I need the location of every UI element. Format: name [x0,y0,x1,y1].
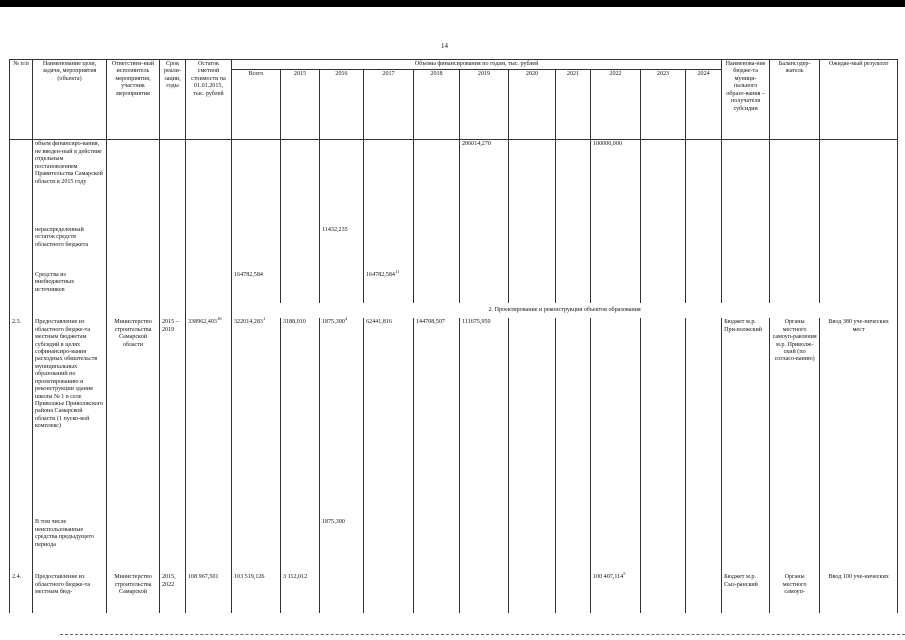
cell-total: 103 519,126 [232,573,281,613]
cell-2019: 206014,270 [460,140,509,226]
header-year: 2020 [509,70,556,140]
footnote-mark: 11 [394,268,400,274]
row-name: Предоставление из областного бюдже-та местным бюджетам субсидий в целях софинансиро-вания расходных обязательств муниципальных образований по проектированию и реконструкции здания школы № 1 в селе Приволжье Приволжского района Самарской области (1 пуско-вой комплекс) [33,318,107,518]
header-year: 2019 [460,70,509,140]
cell-2022: 100000,000 [591,140,641,226]
table-row [10,318,898,518]
header-year: 2021 [556,70,591,140]
header-name: Наименование цели, задачи, мероприятия (объекта) [33,60,107,140]
header-result: Ожидае-мый результат [820,60,898,140]
cell-total [232,318,281,518]
row-number: 2.3. [10,318,33,518]
cell-rest-value: 338962,403 [188,319,217,326]
row-result: Ввод 380 уче-нических мест [820,318,898,518]
cell-2019: 111675,950 [460,318,509,518]
cell-2016 [320,318,364,518]
table-row [10,573,898,613]
page-number: 14 [441,42,448,50]
header-year: 2023 [641,70,686,140]
cell-2022 [591,573,641,613]
page-bottom-rule [60,634,905,635]
cell-rest: 108 967,501 [186,573,232,613]
cell-2022-value: 100 407,114 [593,574,624,581]
row-name: объем финансиро-вания, не введен-ный в действие отдельным постановлением Правительства Самарской области в 2015 году [33,140,107,226]
row-name: Средства из внебюджетных источников [33,271,107,303]
header-year: 2017 [364,70,414,140]
cell-2016: 1875,300 [320,518,364,573]
row-holder: Органы местного самоуп- [770,573,820,613]
row-recipient: Бюджет м.р. При-волжский [722,318,770,518]
row-term: 2015, 2022 [160,573,186,613]
header-term: Срок реали-зации, годы [160,60,186,140]
table-row [10,518,898,573]
footnote-mark: 16 [216,316,222,322]
footnote-mark: 1 [262,316,266,322]
cell-2017: 62441,816 [364,318,414,518]
row-name: В том числе неиспользованные средства предыдущего периода [33,518,107,573]
header-year: 2015 [281,70,320,140]
header-total: Всего [232,70,281,140]
top-border [0,0,905,7]
footnote-mark: 5 [623,571,626,577]
row-executor: Министерство строительства Самарской [107,573,160,613]
cell-total: 164782,584 [232,271,281,303]
cell-2016-value: 1875,300 [322,319,345,326]
header-year: 2024 [686,70,722,140]
header-year: 2018 [414,70,460,140]
row-name: нераспределенный остаток средств областного бюджета [33,226,107,271]
header-year: 2022 [591,70,641,140]
row-result: Ввод 100 уче-нических [820,573,898,613]
header-holder: Балансодер-жатель [770,60,820,140]
section-title: 2. Проектирование и реконструкция объектов образования [232,303,898,318]
row-term: 2015 – 2019 [160,318,186,518]
row-holder: Органы местного самоуп-равления м.р. Приволж-ский (по согласо-ванию) [770,318,820,518]
row-name: Предоставление из областного бюдже-та местным бюд- [33,573,107,613]
footnote-mark: 4 [344,316,348,322]
header-rest: Остаток сметной стоимости на 01.01.2015, тыс. рублей [186,60,232,140]
cell-total-value: 322014,283 [234,319,263,326]
cell-2015: 3188,010 [281,318,320,518]
cell-2017-value: 164782,584 [366,271,395,278]
cell-2017 [364,268,414,303]
header-recipient: Наименова-ние бюдже-та муници-пального образо-вания – получателя субсидии [722,60,770,140]
table-row [10,140,898,226]
table-row [10,271,898,303]
row-number: 2.4. [10,573,33,613]
cell-rest [186,318,232,518]
program-table-sheet [9,59,897,613]
section-row [10,303,898,318]
financing-table [9,59,898,613]
row-recipient: Бюджет м.р. Сыз-ранский [722,573,770,613]
header-year: 2016 [320,70,364,140]
table-row [10,226,898,271]
cell-2016: 11432,235 [320,226,364,271]
header-row-1 [10,60,898,70]
header-executor: Ответствен-ный исполнитель мероприятия, участник мероприятия [107,60,160,140]
cell-2015: 3 112,012 [281,573,320,613]
row-executor: Министерство строительства Самарской области [107,318,160,518]
header-no: № п/п [10,60,33,140]
cell-2018: 144708,507 [414,318,460,518]
header-financing: Объемы финансирования по годам, тыс. рублей [232,60,722,70]
